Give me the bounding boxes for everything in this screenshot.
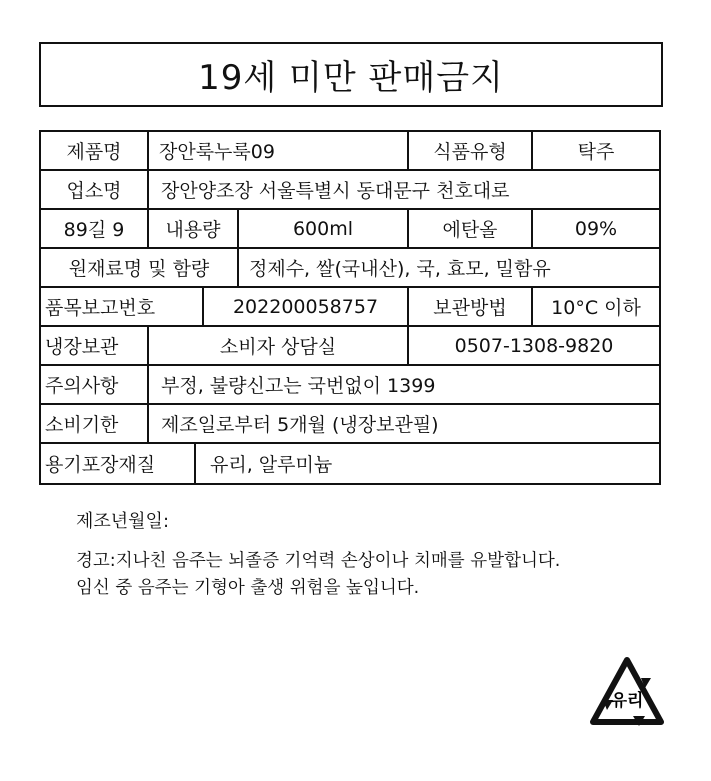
table-row-company xyxy=(41,171,659,210)
storage-method-label: 보관방법 xyxy=(409,288,533,325)
refrigerated-label: 냉장보관 xyxy=(41,327,149,364)
ethanol-value: 09% xyxy=(574,217,618,240)
product-info-table xyxy=(39,130,661,485)
company-value: 장안양조장 서울특별시 동대문구 천호대로 xyxy=(161,180,510,202)
table-row-report xyxy=(41,288,659,327)
food-type-label: 식품유형 xyxy=(409,132,533,169)
ethanol-label: 에탄올 xyxy=(409,210,533,247)
age-restriction-title: 19세 미만 판매금지 xyxy=(39,42,663,107)
consumer-phone: 0507-1308-9820 xyxy=(454,334,614,357)
expiry-label: 소비기한 xyxy=(41,405,149,442)
recycle-icon xyxy=(589,656,665,732)
table-row-caution xyxy=(41,366,659,405)
table-row-consumer xyxy=(41,327,659,366)
caution-label: 주의사항 xyxy=(41,366,149,403)
expiry-value: 제조일로부터 5개월 (냉장보관필) xyxy=(161,414,439,436)
recycle-label: 유리 xyxy=(610,691,644,711)
report-number-label: 품목보고번호 xyxy=(41,288,204,325)
warning-line-1: 경고:지나친 음주는 뇌졸증 기억력 손상이나 치매를 유발합니다. xyxy=(76,551,561,571)
warning-line-2: 임신 중 음주는 기형아 출생 위험을 높입니다. xyxy=(76,578,420,598)
table-row-container xyxy=(41,444,659,483)
table-row-expiry xyxy=(41,405,659,444)
storage-method-value: 10°C 이하 xyxy=(551,297,641,319)
caution-value: 부정, 불량신고는 국번없이 1399 xyxy=(161,375,436,397)
table-row-product xyxy=(41,132,659,171)
container-value: 유리, 알루미늄 xyxy=(210,454,333,476)
company-label: 업소명 xyxy=(41,171,149,208)
food-type-value: 탁주 xyxy=(577,141,615,163)
ingredients-label: 원재료명 및 함량 xyxy=(41,249,239,286)
report-number-value: 202200058757 xyxy=(204,288,409,325)
manufacture-date: 제조년월일: xyxy=(76,511,170,532)
address-continued: 89길 9 xyxy=(41,210,149,247)
table-row-volume xyxy=(41,210,659,249)
volume-label: 내용량 xyxy=(149,210,239,247)
consumer-office: 소비자 상담실 xyxy=(149,327,409,364)
table-row-ingredients xyxy=(41,249,659,288)
product-name-value: 장안룩누룩09 xyxy=(149,132,409,169)
label-notes xyxy=(76,508,560,602)
volume-value: 600ml xyxy=(239,210,409,247)
ingredients-value: 정제수, 쌀(국내산), 국, 효모, 밀함유 xyxy=(249,258,551,280)
product-name-label: 제품명 xyxy=(41,132,149,169)
recycle-icon-graphic xyxy=(589,656,665,732)
container-label: 용기포장재질 xyxy=(41,444,196,483)
